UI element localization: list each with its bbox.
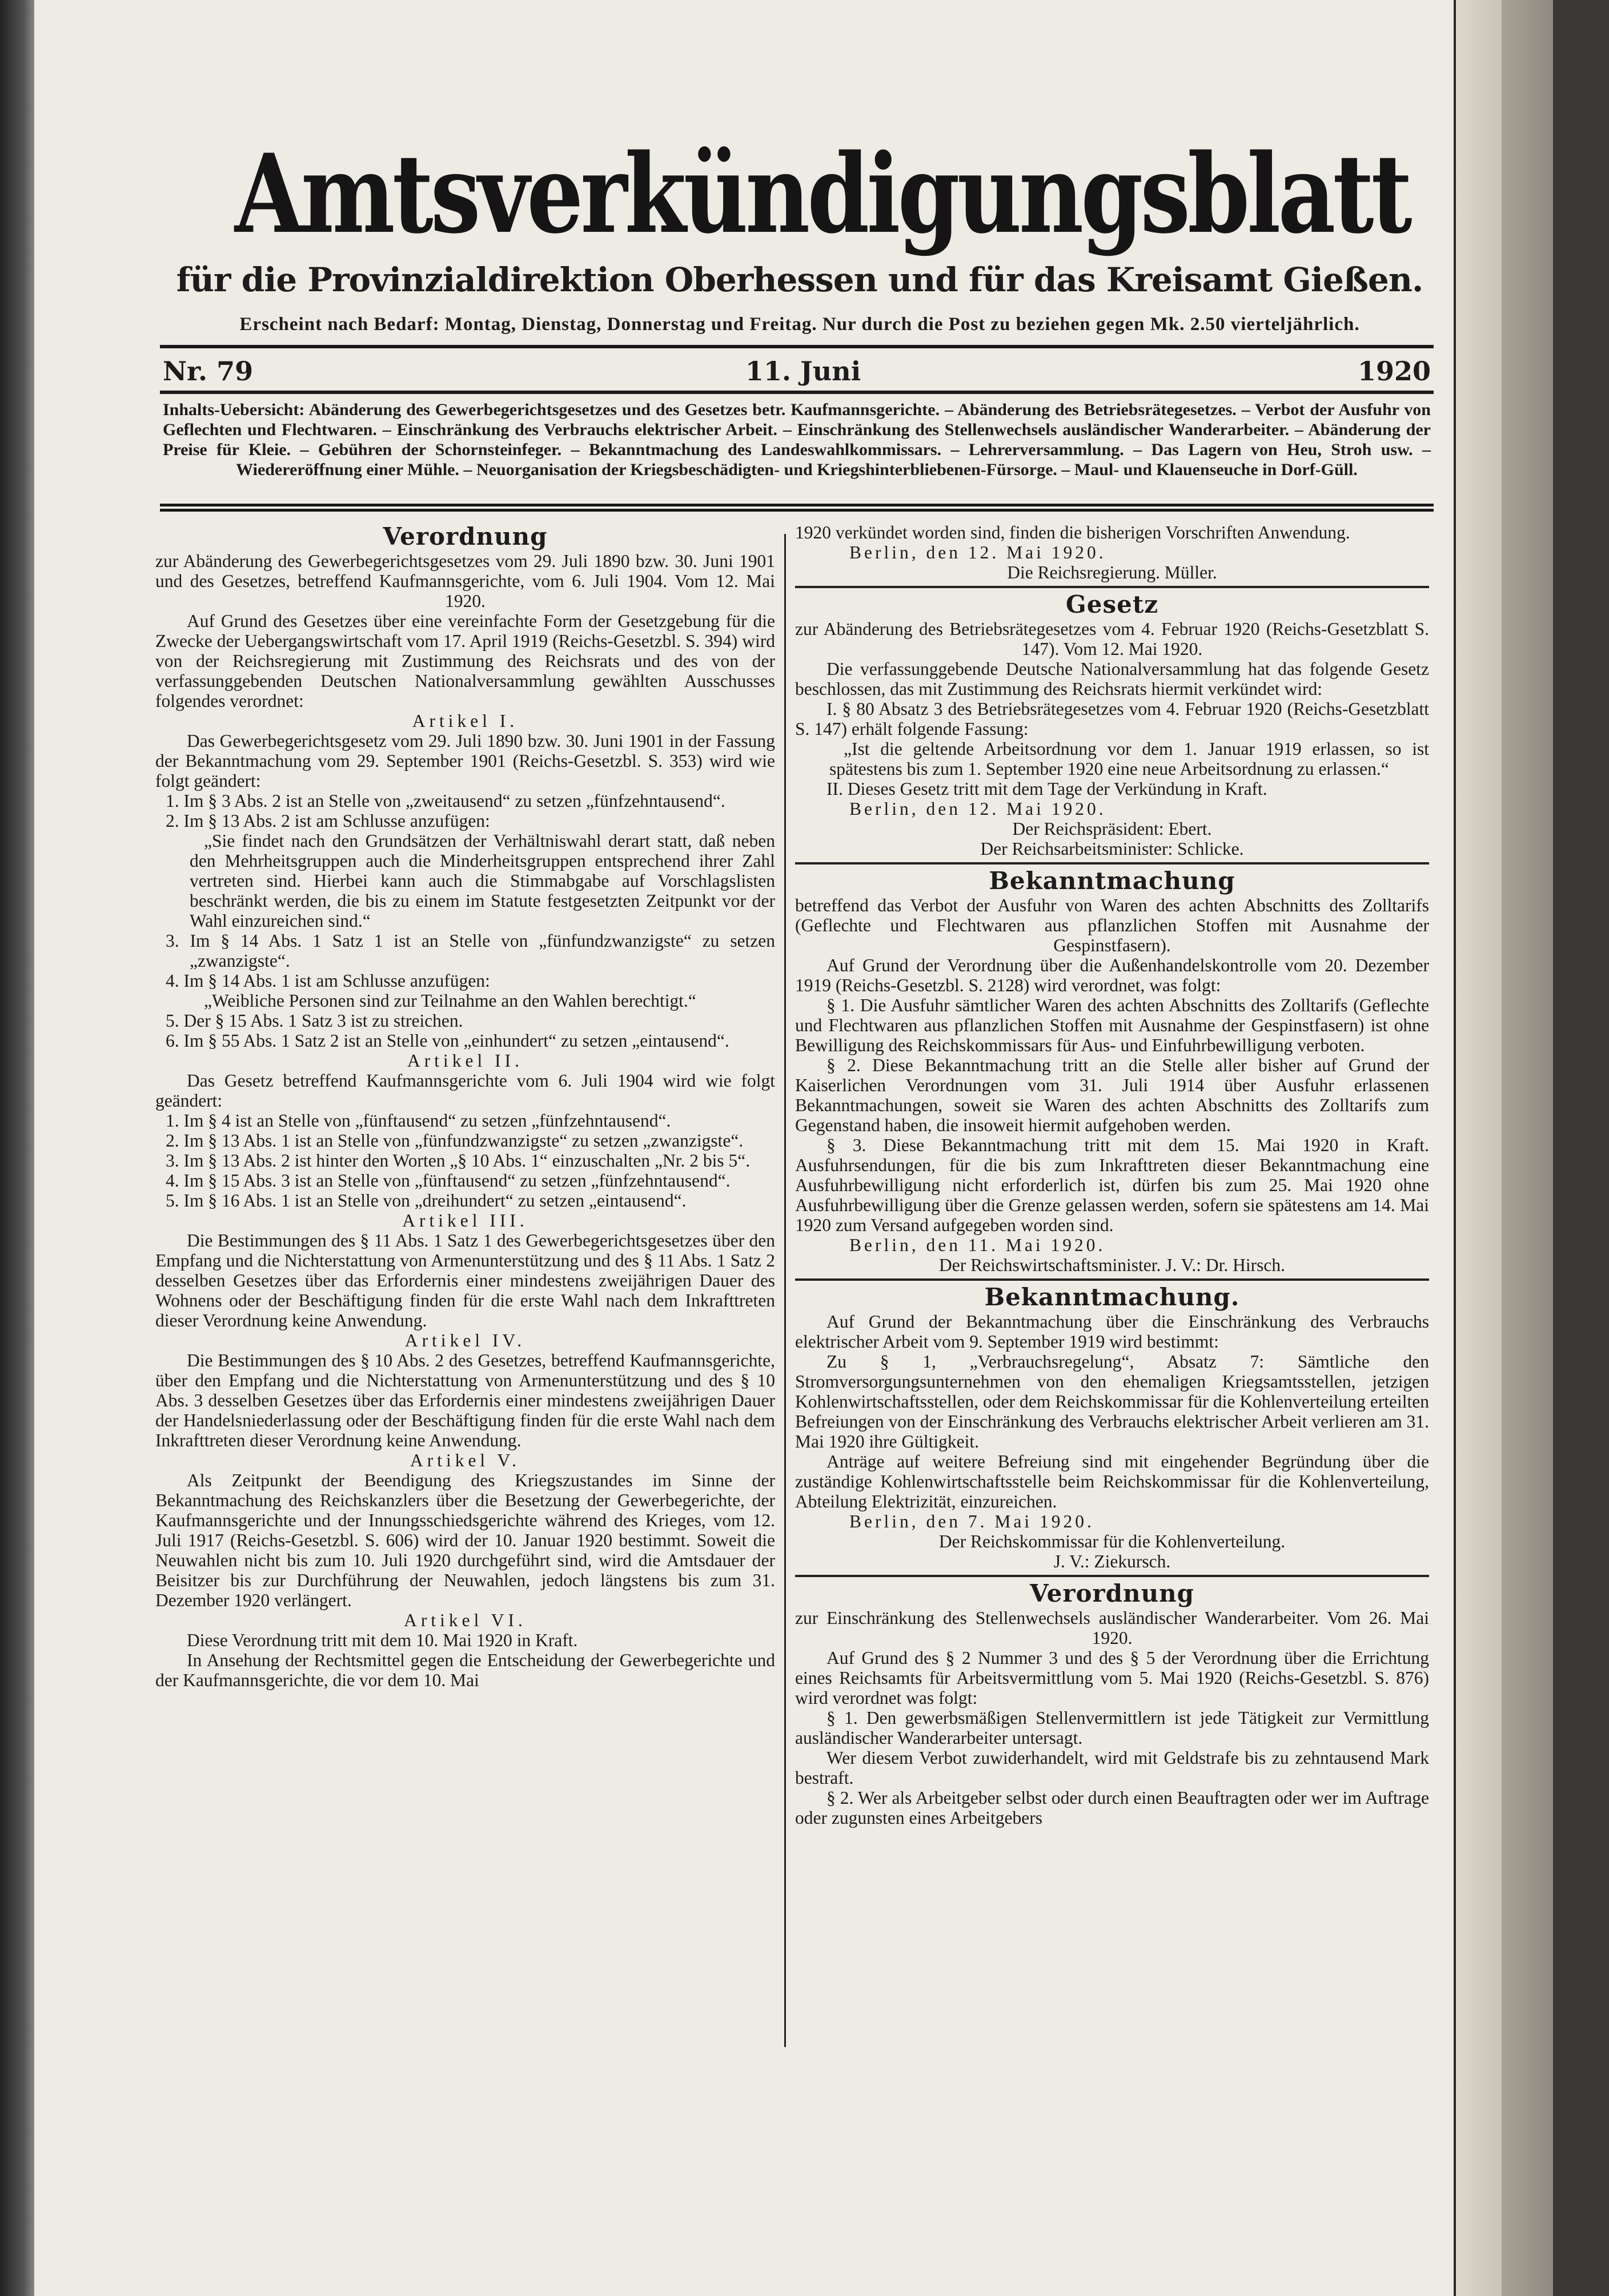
header-rule <box>160 345 1434 348</box>
paragraph: Diese Verordnung tritt mit dem 10. Mai 1920 in Kraft. <box>187 1630 578 1650</box>
list-item: 6. Im § 55 Abs. 1 Satz 2 ist an Stelle von „einhundert“ zu setzen „eintausend“. <box>166 1031 729 1051</box>
section-heading: Verordnung <box>1029 1579 1195 1607</box>
paragraph: Auf Grund des § 2 Nummer 3 und des § 5 der Verordnung über die Errichtung eines Reichsamts für Arbeitsvermittlung vom 5. Mai 1920 (Reichs-Gesetzbl. S. 876) wird verordnet was folgt: <box>795 1648 1429 1708</box>
issue-number: Nr. 79 <box>163 356 254 387</box>
signature: Der Reichskommissar für die Kohlenverteilung. <box>938 1531 1286 1551</box>
list-item: 4. Im § 14 Abs. 1 ist am Schlusse anzufügen: <box>166 971 490 991</box>
place-date: Berlin, den 11. Mai 1920. <box>849 1235 1106 1255</box>
section-subtitle: betreffend das Verbot der Ausfuhr von Waren des achten Abschnitts des Zolltarifs (Geflechte und Flechtwaren aus pflanzlichen Stoffen mit Ausnahme der Gespinstfasern). <box>795 895 1429 955</box>
paragraph: Das Gesetz betreffend Kaufmannsgerichte vom 6. Juli 1904 wird wie folgt geändert: <box>155 1071 775 1111</box>
masthead-title: Amtsverkündigungsblatt <box>234 130 1410 258</box>
quote: „Weibliche Personen sind zur Teilnahme an den Wahlen berechtigt.“ <box>204 991 696 1011</box>
paragraph: Die Bestimmungen des § 10 Abs. 2 des Gesetzes, betreffend Kaufmannsgerichte, über den Empfang und die Nichterstattung von Armenunterstützung und des § 10 Abs. 3 desselben Gesetzes über das Erfordernis einer mindestens zweijährigen Dauer der Handelsniederlassung oder der Beschäftigung finden für die erste Wahl nach dem Inkrafttreten dieser Verordnung keine Anwendung. <box>155 1350 775 1450</box>
issue-date: 11. Juni <box>745 356 861 387</box>
paragraph: Die Bestimmungen des § 11 Abs. 1 Satz 1 des Gewerbegerichtsgesetzes über den Empfang und die Nichterstattung von Armenunterstützung und des § 11 Abs. 1 Satz 2 desselben Gesetzes über das Erfordernis einer mindestens zweijährigen Dauer des Wohnens oder der Beschäftigung finden für die erste Wahl nach dem Inkrafttreten dieser Verordnung keine Anwendung. <box>155 1231 775 1330</box>
paragraph: Die verfassunggebende Deutsche Nationalversammlung hat das folgende Gesetz beschlossen, das mit Zustimmung des Reichsrats hiermit verkündet wird: <box>795 659 1429 699</box>
section-bekanntmachung-ausfuhr <box>795 862 1429 1275</box>
book-binding <box>1502 0 1553 2296</box>
list-item: 2. Im § 13 Abs. 1 ist an Stelle von „fünfundzwanzigste“ zu setzen „zwanzigste“. <box>166 1131 744 1151</box>
contents-rule-bottom <box>160 509 1434 512</box>
article-title: Artikel I. <box>412 711 519 731</box>
quote: „Sie findet nach den Grundsätzen der Verhältniswahl derart statt, daß neben den Mehrheitsgruppen auch die Minderheitsgruppen entsprechend ihrer Zahl vertreten sind. Hierbei kann auch die Stimmabgabe auf Vorschlagslisten beschränkt werden, die bis zu einem im Statute festgesetzten Zeitpunkt vor der Wahl einzureichen sind.“ <box>190 831 775 931</box>
paragraph: 1920 verkündet worden sind, finden die bisherigen Vorschriften Anwendung. <box>795 522 1350 542</box>
publication-info: Erscheint nach Bedarf: Montag, Dienstag, Donnerstag und Freitag. Nur durch die Post zu beziehen gegen Mk. 2.50 vierteljährlich. <box>239 314 1360 335</box>
left-column <box>155 522 775 1690</box>
place-date: Berlin, den 7. Mai 1920. <box>849 1511 1094 1531</box>
list-item: 4. Im § 15 Abs. 3 ist an Stelle von „fünftausend“ zu setzen „fünfzehntausend“. <box>166 1171 731 1191</box>
contents-text: Abänderung des Gewerbegerichtsgesetzes und des Gesetzes betr. Kaufmannsgerichte. – Abänderung des Betriebsrätegesetzes. – Verbot der Ausfuhr von Geflechten und Flechtwaren. – Einschränkung des Verbrauchs elektrischer Arbeit. – Einschränkung des Stellenwechsels ausländischer Wanderarbeiter. – Abänderung der Preise für Kleie. – Gebühren der Schornsteinfeger. – Bekanntmachung des Landeswahlkommissars. – Lehrerversammlung. – Das Lagern von Heu, Stroh usw. – Wiedereröffnung einer Mühle. – Neuorganisation der Kriegsbeschädigten- und Kriegshinterbliebenen-Fürsorge. – Maul- und Klauenseuche in Dorf-Güll. <box>163 400 1431 479</box>
book-edge-left <box>0 0 34 2296</box>
list-item: 5. Im § 16 Abs. 1 ist an Stelle von „dreihundert“ zu setzen „eintausend“. <box>166 1191 687 1211</box>
contents-label: Inhalts-Uebersicht: <box>163 400 305 419</box>
article-title: Artikel III. <box>402 1211 528 1231</box>
issue-line <box>163 354 1431 388</box>
page-leaves <box>1456 0 1502 2296</box>
right-column <box>795 522 1429 1828</box>
paragraph: § 1. Die Ausfuhr sämtlicher Waren des achten Abschnitts des Zolltarifs (Geflechte und Flechtwaren aus pflanzlichen Stoffen mit Ausnahme der Gespinstfasern) ist ohne Bewilligung des Reichskommissars für Aus- und Einfuhrbewilligung verboten. <box>795 995 1429 1055</box>
article-title: Artikel IV. <box>404 1330 526 1350</box>
place-date: Berlin, den 12. Mai 1920. <box>849 542 1106 562</box>
list-item: 3. Im § 13 Abs. 2 ist hinter den Worten „§ 10 Abs. 1“ einzuschalten „Nr. 2 bis 5“. <box>166 1151 751 1171</box>
paragraph: Auf Grund der Verordnung über die Außenhandelskontrolle vom 20. Dezember 1919 (Reichs-Gesetzbl. S. 2128) wird verordnet, was folgt: <box>795 955 1429 995</box>
table-of-contents <box>163 400 1431 480</box>
paragraph: Auf Grund der Bekanntmachung über die Einschränkung des Verbrauchs elektrischer Arbeit vom 9. September 1919 wird bestimmt: <box>795 1312 1429 1352</box>
article-title: Artikel II. <box>407 1051 523 1071</box>
quote: „Ist die geltende Arbeitsordnung vor dem 1. Januar 1919 erlassen, so ist spätestens bis zum 1. September 1920 eine neue Arbeitsordnung zu erlassen.“ <box>829 739 1429 779</box>
list-item: 1. Im § 4 ist an Stelle von „fünftausend“ zu setzen „fünfzehntausend“. <box>166 1111 671 1131</box>
article-title: Artikel VI. <box>404 1610 527 1630</box>
paragraph: I. § 80 Absatz 3 des Betriebsrätegesetzes vom 4. Februar 1920 (Reichs-Gesetzblatt S. 147) erhält folgende Fassung: <box>795 699 1429 739</box>
paragraph: Wer diesem Verbot zuwiderhandelt, wird mit Geldstrafe bis zu zehntausend Mark bestraft. <box>795 1748 1429 1788</box>
paragraph: Auf Grund des Gesetzes über eine vereinfachte Form der Gesetzgebung für die Zwecke der Uebergangswirtschaft vom 17. April 1919 (Reichs-Gesetzbl. S. 394) wird von der Reichsregierung mit Zustimmung des Reichsrats und des von der verfassunggebenden Deutschen Nationalversammlung gewählten Ausschusses folgendes verordnet: <box>155 611 775 711</box>
paragraph: Das Gewerbegerichtsgesetz vom 29. Juli 1890 bzw. 30. Juni 1901 in der Fassung der Bekanntmachung vom 29. September 1901 (Reichs-Gesetzbl. S. 353) wird wie folgt geändert: <box>155 731 775 791</box>
paragraph: II. Dieses Gesetz tritt mit dem Tage der Verkündung in Kraft. <box>826 779 1267 799</box>
section-bekanntmachung-strom <box>795 1278 1429 1571</box>
section-gesetz <box>795 586 1429 859</box>
section-subtitle: zur Abänderung des Betriebsrätegesetzes vom 4. Februar 1920 (Reichs-Gesetzblatt S. 147). Vom 12. Mai 1920. <box>795 619 1429 659</box>
section-heading: Gesetz <box>1065 590 1159 618</box>
paragraph: § 1. Den gewerbsmäßigen Stellenvermittlern ist jede Tätigkeit zur Vermittlung ausländischer Wanderarbeiter untersagt. <box>795 1708 1429 1748</box>
column-divider <box>784 534 786 2047</box>
paragraph: Als Zeitpunkt der Beendigung des Kriegszustandes im Sinne der Bekanntmachung des Reichskanzlers über die Besetzung der Gewerbegerichte, der Kaufmannsgerichte und der Innungsschiedsgerichte während des Krieges, vom 12. Juli 1917 (Reichs-Gesetzbl. S. 606) wird der 10. Januar 1920 bestimmt. Soweit die Neuwahlen nicht bis zum 10. Juli 1920 durchgeführt sind, wird die Amtsdauer der Beisitzer bis zur Durchführung der Neuwahlen, jedoch längstens bis zum 31. Dezember 1920 verlängert. <box>155 1470 775 1610</box>
signature: Der Reichswirtschaftsminister. J. V.: Dr. Hirsch. <box>938 1255 1286 1275</box>
contents-rule-top <box>160 504 1434 506</box>
list-item: 1. Im § 3 Abs. 2 ist an Stelle von „zweitausend“ zu setzen „fünfzehntausend“. <box>166 791 725 811</box>
list-item: 3. Im § 14 Abs. 1 Satz 1 ist an Stelle von „fünfundzwanzigste“ zu setzen „zwanzigste“. <box>166 931 775 971</box>
issue-year: 1920 <box>1357 356 1431 387</box>
section-heading: Bekanntmachung <box>989 867 1235 895</box>
signature: Der Reichsarbeitsminister: Schlicke. <box>980 839 1244 859</box>
section-subtitle: zur Einschränkung des Stellenwechsels ausländischer Wanderarbeiter. Vom 26. Mai 1920. <box>795 1608 1429 1648</box>
signature: Der Reichspräsident: Ebert. <box>1012 819 1212 839</box>
section-subtitle: zur Abänderung des Gewerbegerichtsgesetzes vom 29. Juli 1890 bzw. 30. Juni 1901 und des Gesetzes, betreffend Kaufmannsgerichte, vom 6. Juli 1904. Vom 12. Mai 1920. <box>155 551 775 611</box>
section-heading: Verordnung <box>383 522 548 550</box>
paragraph: § 2. Wer als Arbeitgeber selbst oder durch einen Beauftragten oder wer im Auftrage oder zugunsten eines Arbeitgebers <box>795 1788 1429 1828</box>
signature: Die Reichsregierung. Müller. <box>1007 562 1217 582</box>
article-title: Artikel V. <box>410 1450 521 1470</box>
paragraph: § 3. Diese Bekanntmachung tritt mit dem 15. Mai 1920 in Kraft. Ausfuhrsendungen, für die bis zum Inkrafttreten dieser Bekanntmachung eine Ausfuhrbewilligung nicht erforderlich ist, dürfen bis zum 25. Mai 1920 ohne Ausfuhrbewilligung über die Grenze gelassen werden, sofern sie spätestens am 14. Mai 1920 zum Versand aufgegeben worden sind. <box>795 1135 1429 1235</box>
section-heading: Bekanntmachung. <box>984 1283 1240 1311</box>
issue-rule <box>160 391 1434 394</box>
paragraph: § 2. Diese Bekanntmachung tritt an die Stelle aller bisher auf Grund der Kaiserlichen Verordnungen vom 31. Juli 1914 über Ausfuhr erlassenen Bekanntmachungen, soweit sie Waren des achten Abschnitts des Zolltarifs zum Gegenstand haben, die insoweit hiermit aufgehoben werden. <box>795 1055 1429 1135</box>
list-item: 5. Der § 15 Abs. 1 Satz 3 ist zu streichen. <box>166 1011 463 1031</box>
place-date: Berlin, den 12. Mai 1920. <box>849 799 1106 819</box>
section-verordnung-wanderarbeiter <box>795 1575 1429 1828</box>
paragraph: In Ansehung der Rechtsmittel gegen die Entscheidung der Gewerbegerichte und der Kaufmannsgerichte, die vor dem 10. Mai <box>155 1650 775 1690</box>
signature: J. V.: Ziekursch. <box>1053 1551 1171 1571</box>
paragraph: Anträge auf weitere Befreiung sind mit eingehender Begründung über die zuständige Kohlenwirtschaftsstelle beim Reichskommissar für die Kohlenverteilung, Abteilung Elektrizität, einzureichen. <box>795 1451 1429 1511</box>
list-item: 2. Im § 13 Abs. 2 ist am Schlusse anzufügen: <box>166 811 490 831</box>
masthead-subtitle: für die Provinzialdirektion Oberhessen und für das Kreisamt Gießen. <box>176 260 1423 299</box>
paragraph: Zu § 1, „Verbrauchsregelung“, Absatz 7: Sämtliche den Stromversorgungsunternehmen von den ehemaligen Kriegsamtsstellen, jetzigen Kohlenwirtschaftsstellen, oder dem Reichskommissar für die Kohlenverteilung erteilten Befreiungen von der Einschränkung des Verbrauchs elektrischer Arbeit verlieren am 31. Mai 1920 ihre Gültigkeit. <box>795 1352 1429 1451</box>
